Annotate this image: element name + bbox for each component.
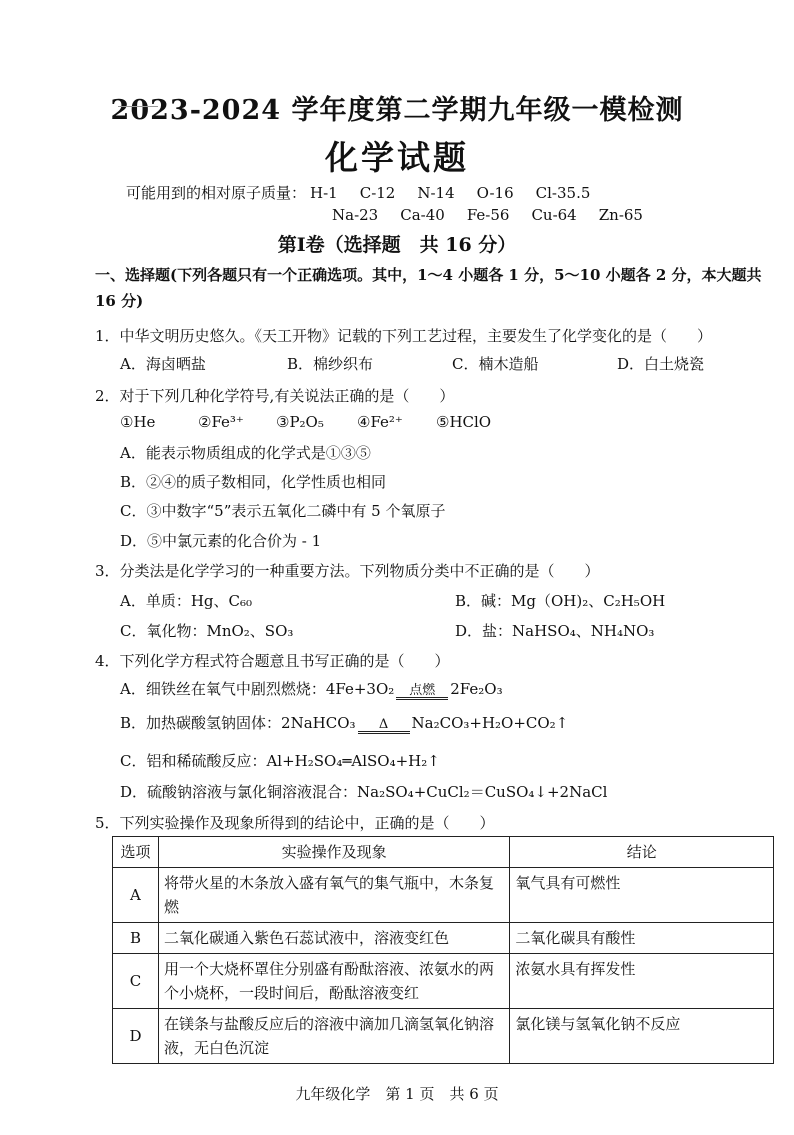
section-instructions: 一、选择题(下列各题只有一个正确选项。其中，1～4 小题各 1 分，5～10 小题各 2 分，本大题共 16 分) (95, 266, 762, 310)
question-4-stem: 4．下列化学方程式符合题意且书写正确的是（ ） (95, 652, 450, 670)
question-2-symbol: ⑤HClO (436, 413, 492, 431)
row-conclusion: 浓氨水具有挥发性 (510, 954, 774, 1009)
row-operation: 用一个大烧杯罩住分别盛有酚酞溶液、浓氨水的两个小烧杯，一段时间后，酚酞溶液变红 (158, 954, 509, 1009)
atomic-mass: N-14 (417, 184, 455, 202)
row-option: A (113, 868, 159, 923)
atomic-mass: Cl-35.5 (535, 184, 591, 202)
page-footer: 九年级化学 第 1 页 共 6 页 (295, 1085, 499, 1103)
question-5-stem: 5．下列实验操作及现象所得到的结论中，正确的是（ ） (95, 814, 495, 832)
table-row (113, 868, 774, 923)
atomic-mass: O-16 (476, 184, 514, 202)
section-title: 第Ⅰ卷（选择题 共 16 分） (277, 234, 517, 256)
table-row (113, 1009, 774, 1064)
table-row (113, 954, 774, 1009)
question-2-symbol: ①He (120, 413, 156, 431)
question-3-stem: 3．分类法是化学学习的一种重要方法。下列物质分类中不正确的是（ ） (95, 562, 600, 580)
question-3-option-c: C．氧化物：MnO₂、SO₃ (120, 622, 294, 640)
question-1-option-d: D．白土烧瓷 (617, 355, 705, 373)
row-conclusion: 氧气具有可燃性 (510, 868, 774, 923)
question-3-option-a: A．单质：Hg、C₆₀ (120, 592, 253, 610)
reaction-condition (396, 685, 448, 700)
header-option: 选项 (113, 837, 159, 868)
experiment-table (112, 836, 774, 1064)
atomic-masses-label: 可能用到的相对原子质量： (126, 184, 307, 202)
question-2-option-c: C．③中数字“5”表示五氧化二磷中有 5 个氧原子 (120, 502, 446, 520)
question-4-option-c: C．铝和稀硫酸反应：Al+H₂SO₄═AlSO₄+H₂↑ (120, 752, 440, 770)
scan-mark (118, 106, 158, 107)
atomic-mass: Cu-64 (531, 206, 577, 224)
equation-reactants: B．加热碳酸氢钠固体：2NaHCO₃ (120, 714, 356, 732)
condition-text: 点燃 (409, 683, 436, 698)
row-option: B (113, 923, 159, 954)
exam-title (0, 88, 794, 127)
row-conclusion: 氯化镁与氢氧化钠不反应 (510, 1009, 774, 1064)
reaction-condition (358, 719, 410, 734)
equation-products: Na₂CO₃+H₂O+CO₂↑ (411, 714, 569, 732)
atomic-masses-row-1 (126, 182, 612, 203)
atomic-mass: Fe-56 (466, 206, 510, 224)
atomic-mass: H-1 (310, 184, 338, 202)
question-2-symbol: ④Fe²⁺ (357, 413, 403, 431)
header-operation: 实验操作及现象 (158, 837, 509, 868)
header-conclusion: 结论 (510, 837, 774, 868)
condition-text: Δ (378, 717, 389, 732)
question-2-option-d: D．⑤中氯元素的化合价为 - 1 (120, 532, 322, 550)
atomic-mass: Ca-40 (400, 206, 445, 224)
atomic-mass: C-12 (359, 184, 396, 202)
question-2-symbol: ②Fe³⁺ (198, 413, 244, 431)
equation-products: 2Fe₂O₃ (450, 680, 503, 698)
table-header-row (113, 837, 774, 868)
question-3-option-b: B．碱：Mg（OH)₂、C₂H₅OH (455, 592, 666, 610)
exam-subtitle: 化学试题 (325, 138, 469, 177)
row-operation: 在镁条与盐酸反应后的溶液中滴加几滴氢氧化钠溶液，无白色沉淀 (158, 1009, 509, 1064)
question-1-option-a: A．海卤晒盐 (120, 355, 206, 373)
question-3-option-d: D．盐：NaHSO₄、NH₄NO₃ (455, 622, 655, 640)
row-option: C (113, 954, 159, 1009)
equation-reactants: A．细铁丝在氧气中剧烈燃烧：4Fe+3O₂ (120, 680, 395, 698)
exam-title-text: 2023-2024 学年度第二学期九年级一模检测 (110, 95, 684, 126)
question-2-option-b: B．②④的质子数相同，化学性质也相同 (120, 473, 387, 491)
question-4-option-d: D．硫酸钠溶液与氯化铜溶液混合：Na₂SO₄+CuCl₂＝CuSO₄↓+2NaCl (120, 783, 608, 801)
row-conclusion: 二氧化碳具有酸性 (510, 923, 774, 954)
atomic-mass: Na-23 (332, 206, 379, 224)
table-row (113, 923, 774, 954)
question-1-stem: 1．中华文明历史悠久。《天工开物》记载的下列工艺过程，主要发生了化学变化的是（ ） (95, 327, 713, 345)
question-2-stem: 2．对于下列几种化学符号,有关说法正确的是（ ） (95, 387, 455, 405)
question-4-option-a (120, 678, 503, 700)
question-1-option-b: B．棉纱织布 (287, 355, 374, 373)
question-4-option-b (120, 712, 568, 734)
question-2-option-a: A．能表示物质组成的化学式是①③⑤ (120, 444, 371, 462)
row-option: D (113, 1009, 159, 1064)
row-operation: 二氧化碳通入紫色石蕊试液中，溶液变红色 (158, 923, 509, 954)
atomic-mass: Zn-65 (598, 206, 643, 224)
row-operation: 将带火星的木条放入盛有氧气的集气瓶中，木条复燃 (158, 868, 509, 923)
atomic-masses-row-2 (332, 206, 665, 224)
question-2-symbol: ③P₂O₅ (276, 413, 324, 431)
question-1-option-c: C．楠木造船 (452, 355, 539, 373)
